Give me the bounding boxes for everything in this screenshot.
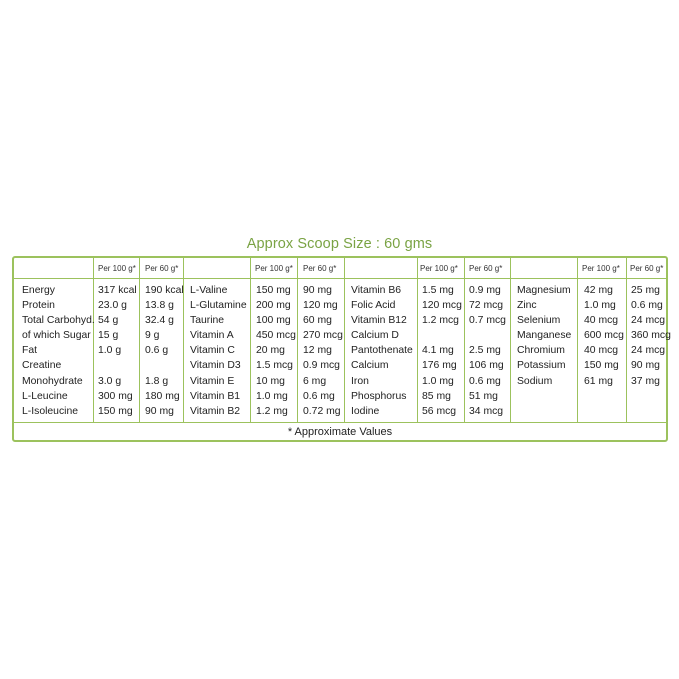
nutrient-name: Calcium D [351, 330, 399, 342]
nutrient-name: Vitamin B2 [190, 405, 241, 417]
value-cell: 0.72 mg [303, 405, 341, 417]
value-cell [469, 328, 506, 343]
value-cell: 60 mg [303, 315, 332, 327]
value-cell: 1.5 mcg [256, 360, 293, 372]
column-divider [139, 258, 140, 422]
value-cell: 61 mg [584, 375, 613, 387]
header-per-60g: Per 60 g* [303, 264, 337, 273]
nutrition-table [12, 256, 671, 442]
nutrient-names-group-1 [22, 283, 95, 419]
value-cell: 1.0 g [98, 345, 122, 357]
nutrient-name: Folic Acid [351, 300, 396, 312]
value-cell: 2.5 mg [469, 345, 501, 357]
footer-divider [14, 422, 666, 423]
nutrient-name: Vitamin B12 [351, 315, 407, 327]
value-cell: 0.6 g [145, 345, 169, 357]
column-divider [464, 258, 465, 422]
value-cell: 150 mg [584, 360, 619, 372]
value-cell: 6 mg [303, 375, 327, 387]
per100-values-group-2 [256, 283, 296, 419]
value-cell: 51 mg [469, 390, 498, 402]
header-per-60g: Per 60 g* [145, 264, 179, 273]
approximate-values-note: * Approximate Values [287, 426, 393, 438]
value-cell: 150 mg [256, 285, 291, 296]
nutrient-name: Pantothenate [351, 345, 413, 357]
value-cell: 40 mcg [584, 315, 619, 327]
nutrient-name: Zinc [517, 300, 537, 312]
value-cell: 0.6 mg [303, 390, 335, 402]
nutrient-names-group-3 [351, 283, 413, 419]
value-cell: 1.0 mg [256, 390, 288, 402]
nutrient-name: L-Glutamine [190, 300, 247, 312]
nutrient-name: Monohydrate [22, 375, 83, 387]
column-divider [577, 258, 578, 422]
value-cell: 100 mg [256, 315, 291, 327]
nutrient-name: Energy [22, 285, 55, 296]
value-cell: 90 mg [303, 285, 332, 296]
value-cell: 450 mcg [256, 330, 296, 342]
value-cell: 10 mg [256, 375, 285, 387]
header-per-100g: Per 100 g* [582, 264, 620, 273]
value-cell: 0.6 mg [631, 300, 663, 312]
nutrient-name: Vitamin B1 [190, 390, 241, 402]
per60-values-group-1 [145, 283, 184, 419]
nutrient-names-group-2 [190, 283, 247, 419]
per60-values-group-3 [469, 283, 506, 419]
value-cell: 34 mcg [469, 405, 504, 417]
value-cell: 37 mg [631, 375, 660, 387]
value-cell: 0.9 mcg [303, 360, 340, 372]
header-per-60g: Per 60 g* [469, 264, 503, 273]
value-cell [145, 358, 184, 373]
value-cell: 90 mg [631, 360, 660, 372]
value-cell: 270 mcg [303, 330, 343, 342]
value-cell: 40 mcg [584, 345, 619, 357]
nutrient-name: L-Valine [190, 285, 228, 296]
value-cell: 0.6 mg [469, 375, 501, 387]
nutrient-name: Vitamin B6 [351, 285, 402, 296]
value-cell: 9 g [145, 330, 160, 342]
column-divider [297, 258, 298, 422]
column-divider [344, 258, 345, 422]
nutrient-name: Iron [351, 375, 369, 387]
value-cell: 12 mg [303, 345, 332, 357]
nutrient-name: Manganese [517, 330, 572, 342]
nutrient-name: Phosphorus [351, 390, 407, 402]
nutrient-name: Vitamin D3 [190, 360, 241, 372]
value-cell: 1.2 mcg [422, 315, 459, 327]
column-divider [417, 258, 418, 422]
value-cell: 180 mg [145, 390, 180, 402]
value-cell: 600 mcg [584, 330, 624, 342]
value-cell: 360 mcg [631, 330, 671, 342]
nutrient-name: Protein [22, 300, 55, 312]
value-cell: 56 mcg [422, 405, 457, 417]
nutrient-name: Calcium [351, 360, 389, 372]
nutrient-name: Fat [22, 345, 38, 357]
value-cell: 1.5 mg [422, 285, 454, 296]
value-cell: 176 mg [422, 360, 457, 372]
value-cell: 317 kcal [98, 285, 137, 296]
value-cell: 150 mg [98, 405, 133, 417]
nutrient-name: Chromium [517, 345, 565, 357]
value-cell: 300 mg [98, 390, 133, 402]
per60-values-group-4 [631, 283, 671, 389]
column-divider [626, 258, 627, 422]
header-per-100g: Per 100 g* [420, 264, 458, 273]
per100-values-group-3 [422, 283, 462, 419]
nutrient-name: L-Isoleucine [22, 405, 79, 417]
value-cell: 3.0 g [98, 375, 122, 387]
scoop-size-title: Approx Scoop Size : 60 gms [246, 236, 433, 252]
value-cell: 13.8 g [145, 300, 174, 312]
value-cell: 15 g [98, 330, 119, 342]
nutrient-name: Potassium [517, 360, 566, 372]
value-cell: 1.0 mg [584, 300, 616, 312]
value-cell: 72 mcg [469, 300, 504, 312]
value-cell: 25 mg [631, 285, 660, 296]
per60-values-group-2 [303, 283, 343, 419]
column-divider [510, 258, 511, 422]
nutrient-name: Taurine [190, 315, 225, 327]
value-cell: 23.0 g [98, 300, 127, 312]
value-cell: 1.8 g [145, 375, 169, 387]
nutrient-name: Magnesium [517, 285, 571, 296]
value-cell [422, 328, 462, 343]
value-cell: 0.7 mcg [469, 315, 506, 327]
value-cell: 85 mg [422, 390, 451, 402]
nutrient-name: of which Sugar [22, 330, 91, 342]
nutrient-name: Sodium [517, 375, 553, 387]
value-cell: 200 mg [256, 300, 291, 312]
value-cell: 190 kcal [145, 285, 184, 296]
nutrient-name: Creatine [22, 360, 62, 372]
per100-values-group-1 [98, 283, 137, 419]
header-divider [14, 278, 666, 279]
nutrient-name: L-Leucine [22, 390, 68, 402]
nutrient-name: Selenium [517, 315, 561, 327]
value-cell: 42 mg [584, 285, 613, 296]
value-cell: 54 g [98, 315, 119, 327]
nutrient-name: Vitamin A [190, 330, 234, 342]
nutrient-names-group-4 [517, 283, 571, 389]
value-cell: 0.9 mg [469, 285, 501, 296]
value-cell: 1.2 mg [256, 405, 288, 417]
value-cell: 1.0 mg [422, 375, 454, 387]
value-cell: 90 mg [145, 405, 174, 417]
per100-values-group-4 [584, 283, 624, 389]
value-cell [98, 358, 137, 373]
value-cell: 4.1 mg [422, 345, 454, 357]
value-cell: 24 mcg [631, 345, 666, 357]
value-cell: 24 mcg [631, 315, 666, 327]
value-cell: 120 mcg [422, 300, 462, 312]
header-per-100g: Per 100 g* [98, 264, 136, 273]
value-cell: 106 mg [469, 360, 504, 372]
value-cell: 20 mg [256, 345, 285, 357]
header-per-100g: Per 100 g* [255, 264, 293, 273]
nutrient-name: Iodine [351, 405, 380, 417]
column-divider [250, 258, 251, 422]
header-per-60g: Per 60 g* [630, 264, 664, 273]
nutrient-name: Total Carbohyd. [22, 315, 95, 327]
value-cell: 120 mg [303, 300, 338, 312]
nutrient-name: Vitamin C [190, 345, 235, 357]
nutrient-name: Vitamin E [190, 375, 235, 387]
value-cell: 32.4 g [145, 315, 174, 327]
